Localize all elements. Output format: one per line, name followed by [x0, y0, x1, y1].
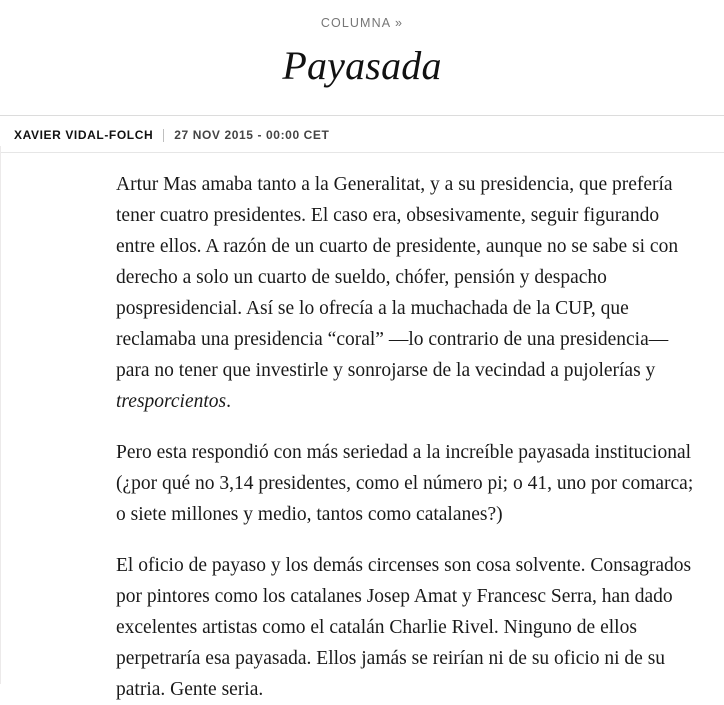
byline-separator	[163, 129, 164, 142]
article-paragraph: El oficio de payaso y los demás circenses son cosa solvente. Consagrados por pintores como los catalanes Josep Amat y Francesc Serra, han dado excelentes artistas como el catalán Charlie Rivel. Ninguno de ellos perpetraría esa payasada. Ellos jamás se reirían ni de su oficio ni de su patria. Gente seria.	[116, 555, 692, 700]
article-headline: Payasada	[282, 43, 442, 88]
byline	[0, 116, 724, 152]
article-paragraph: Pero esta respondió con más seriedad a la increíble payasada institucional (¿por qué no 3,14 presidentes, como el número pi; o 41, uno por comarca; o siete millones y medio, tantos como catalanes?)	[116, 442, 694, 525]
byline-date: 27 NOV 2015 - 00:00 CET	[174, 128, 330, 142]
article-body	[0, 153, 724, 705]
left-column-rule	[0, 146, 1, 684]
byline-author[interactable]: XAVIER VIDAL-FOLCH	[14, 128, 154, 142]
article-kicker[interactable]: COLUMNA »	[320, 16, 404, 30]
article-paragraph: Artur Mas amaba tanto a la Generalitat, y a su presidencia, que prefería tener cuatro presidentes. El caso era, obsesivamente, seguir figurando entre ellos. A razón de un cuarto de presidente, aunque no se sabe si con derecho a solo un cuarto de sueldo, chófer, pensión y despacho pospresidencial. Así se lo ofrecía a la muchachada de la CUP, que reclamaba una presidencia “coral” —lo contrario de una presidencia— para no tener que investirle y sonrojarse de la vecindad a pujolerías y tresporcientos.	[116, 174, 679, 412]
emphasized-text: tresporcientos	[116, 391, 227, 412]
